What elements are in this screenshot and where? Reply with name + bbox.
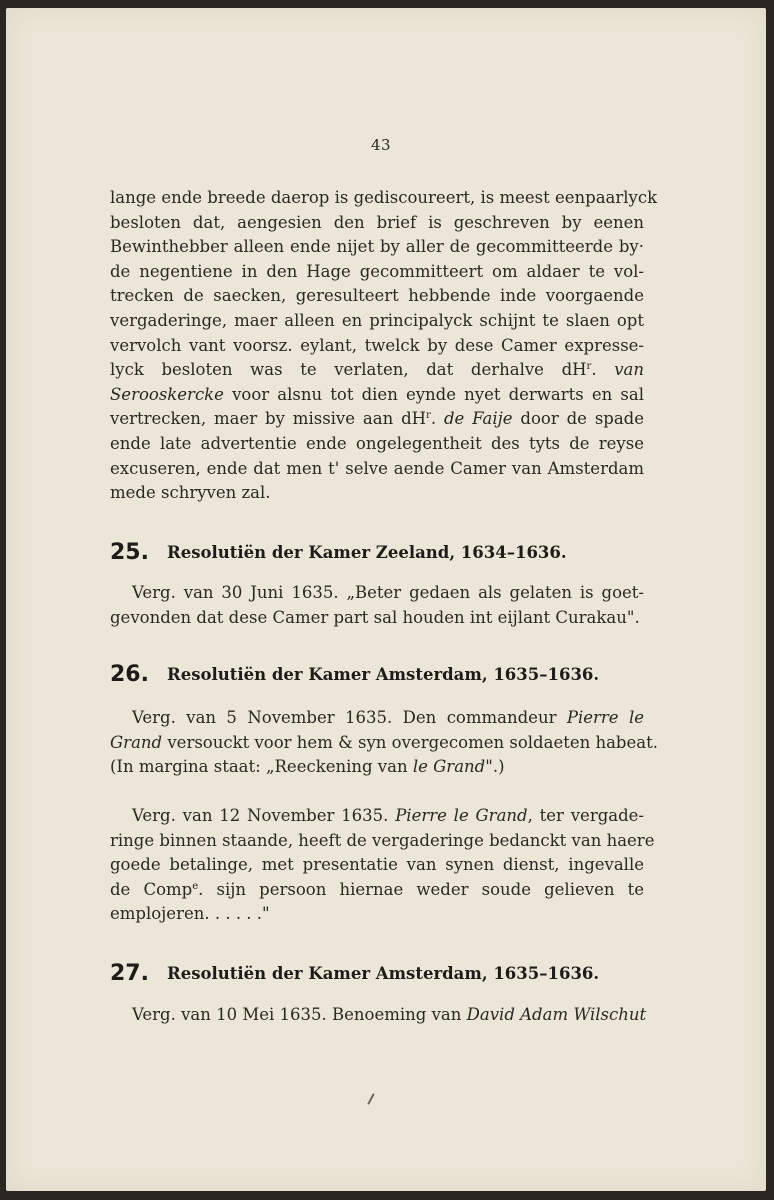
text-line: excuseren, ende dat men t' selve aende Camer van Amsterdam — [110, 458, 644, 478]
document-page — [6, 8, 766, 1191]
superscript: r — [586, 361, 592, 373]
section-heading-26 — [110, 662, 650, 687]
italic-name: de Faije — [443, 409, 513, 429]
text-fragment: voor alsnu tot dien eynde nyet derwarts en sal — [232, 384, 644, 404]
text-line: lange ende breede daerop is gediscoureert, is meest eenpaarlyck — [110, 188, 658, 207]
section-26-paragraph-2 — [110, 804, 655, 927]
text-line: vergaderinge, maer alleen en principalyck schijnt te slaen opt — [110, 310, 644, 330]
text-fragment: ".) — [485, 757, 505, 777]
text-line: gevonden dat dese Camer part sal houden int eijlant Curakau". — [110, 607, 640, 627]
italic-name: Serooskercke — [110, 384, 224, 404]
italic-name: Pierre le — [566, 708, 644, 727]
text-fragment: Verg. van 5 November 1635. Den commandeur — [132, 708, 557, 727]
text-line: emplojeren. . . . . ." — [110, 904, 270, 924]
text-fragment: (In margina staat: „Reeckening van — [110, 757, 408, 777]
text-fragment: door de spade — [520, 409, 645, 429]
section-title: Resolutiën der Kamer Amsterdam, 1635–1636. — [166, 964, 600, 983]
italic-name: Grand — [110, 732, 163, 752]
section-26-paragraph-1 — [110, 706, 658, 780]
text-line — [110, 878, 644, 903]
text-line: trecken de saecken, geresulteert hebbende inde voorgaende — [110, 286, 644, 306]
text-line: besloten dat, aengesien den brief is geschreven by eenen — [110, 212, 644, 232]
text-fragment: de Comp — [110, 879, 193, 899]
section-number: 27. — [110, 961, 149, 986]
section-heading-25 — [110, 540, 650, 565]
text-fragment: . — [591, 360, 597, 380]
text-fragment: versouckt voor hem & syn overgecomen soldaeten habeat. — [167, 732, 658, 752]
text-line: ringe binnen staande, heeft de vergaderinge bedanckt van haere — [110, 830, 655, 850]
superscript: e — [192, 880, 199, 892]
text-line: Verg. van 30 Juni 1635. „Beter gedaen als gelaten is goet- — [132, 583, 644, 602]
text-line: vertrecken, maer by missive aan $dH^r$. de Faije door de spade — [110, 409, 645, 429]
text-fragment: lyck besloten was te verlaten, dat derhalve dH — [110, 360, 587, 380]
section-heading-27 — [110, 961, 650, 986]
text-line — [110, 706, 644, 731]
text-line — [110, 383, 644, 408]
text-fragment: vertrecken, maer by missive aan dH — [110, 409, 427, 429]
text-line: Bewinthebber alleen ende nijet by aller de gecommitteerde by· — [110, 237, 644, 257]
text-line: de negentiene in den Hage gecommitteert om aldaer te vol- — [110, 261, 644, 281]
text-line — [110, 731, 658, 756]
section-25-paragraph — [110, 581, 644, 630]
text-fragment: , ter vergade- — [527, 806, 645, 825]
text-line — [110, 358, 644, 383]
text-line — [110, 1003, 647, 1028]
text-line: ende late advertentie ende ongelegentheit des tyts de reyse — [110, 433, 644, 453]
text-line — [110, 804, 644, 829]
section-number: 25. — [110, 540, 149, 565]
page-number: 43 — [370, 136, 392, 154]
italic-name: David Adam Wilschut — [466, 1005, 647, 1024]
text-fragment: Verg. van 12 November 1635. — [132, 806, 389, 825]
italic-name: le Grand — [412, 757, 486, 777]
italic-name: Pierre le Grand — [395, 806, 528, 825]
text-fragment: Verg. van 10 Mei 1635. Benoeming van — [132, 1005, 462, 1024]
text-line: goede betalinge, met presentatie van synen dienst, ingevalle — [110, 855, 644, 875]
text-line: mede schryven zal. — [110, 483, 271, 503]
intro-paragraph — [110, 186, 658, 506]
text-line: vervolch vant voorsz. eylant, twelck by dese Camer expresse- — [110, 335, 644, 355]
italic-name: van — [614, 360, 644, 380]
section-title: Resolutiën der Kamer Zeeland, 1634–1636. — [166, 543, 567, 562]
text-fragment: . sijn persoon hiernae weder soude gelieven te — [198, 879, 644, 899]
section-title: Resolutiën der Kamer Amsterdam, 1635–1636. — [166, 665, 600, 684]
section-number: 26. — [110, 662, 149, 687]
section-27-paragraph — [110, 1003, 647, 1028]
pencil-mark — [367, 1093, 374, 1105]
text-line — [110, 755, 644, 780]
superscript: r — [426, 410, 431, 422]
